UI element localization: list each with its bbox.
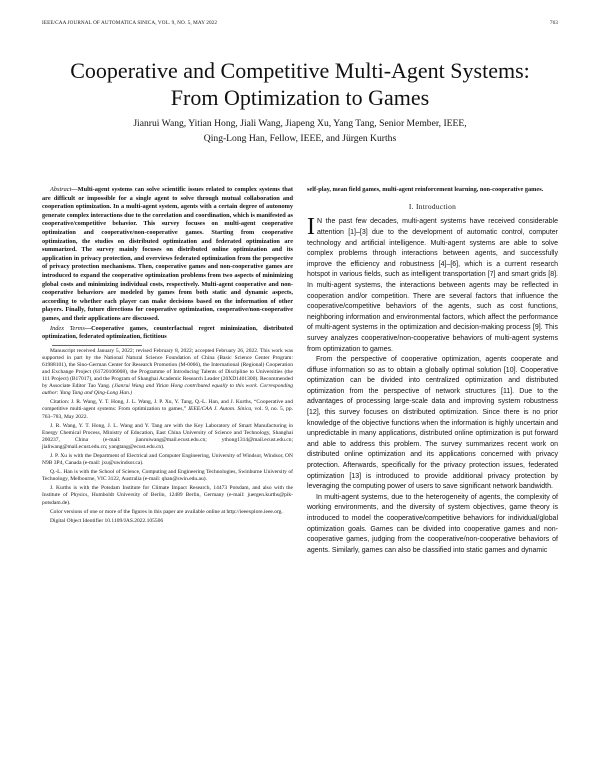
left-column bbox=[42, 186, 293, 527]
footnote-5: J. Kurths is with the Potsdam Institute for Climate Impact Research, 14473 Potsdam, and also with the Institute of Physics, Humboldt University of Berlin, 12489 Berlin, Germany (e-mail: juergen.kurths@pik-potsdam.de). bbox=[42, 485, 293, 506]
authors-line-1: Jianrui Wang, Yitian Hong, Jiali Wang, Jiapeng Xu, Yang Tang, Senior Member, IEEE, bbox=[133, 118, 467, 129]
running-header bbox=[42, 20, 558, 26]
author-list bbox=[0, 117, 600, 146]
drop-cap: I bbox=[307, 214, 315, 241]
intro-paragraph-3: In multi-agent systems, due to the heterogeneity of agents, the complexity of working environments, and the diversity of system objectives, game theory is introduced to model the cooperative/competitive behaviors for individual/global optimization goals. Games can be divided into cooperative games and non-cooperative games, judging from the cooperative/non-cooperative behaviors of agents. Similarly, games can also be classified into static games and dynamic bbox=[307, 493, 558, 554]
index-terms-label: Index Terms bbox=[50, 324, 85, 332]
abstract bbox=[42, 186, 293, 324]
footnote-6: Color versions of one or more of the figures in this paper are available online at http://ieeexplore.ieee.org. bbox=[50, 508, 283, 515]
footnotes bbox=[42, 348, 293, 525]
authors-line-2: Qing-Long Han, Fellow, IEEE, and Jürgen Kurths bbox=[203, 132, 397, 144]
section-heading: I. Introduction bbox=[408, 201, 457, 211]
abstract-label: Abstract bbox=[50, 186, 72, 193]
title-line-1: Cooperative and Competitive Multi-Agent Systems: bbox=[70, 58, 530, 83]
footnote-7: Digital Object Identifier 10.1109/JAS.2022.105506 bbox=[50, 517, 164, 524]
index-terms bbox=[42, 325, 293, 342]
paper-title bbox=[0, 57, 600, 111]
footnote-0: Manuscript received January 5, 2022; revised February 8, 2022; accepted February 26, 2022. This work was supported in part by the National Natural Science Foundation of China (Basic Science Center Program: 61988101), the Sino-German Center for Research Promotion (M-0066), the International (Regional) Cooperation and Exchange Project (61720106008), the Programme of Introducing Talents of Discipline to Universities (the 111 Project) (B17017), and the Program of Shanghai Academic Research Leader (20XD1401300). Recommended by Associate Editor Tao Yang. (Jianrui Wang and Yitian Hong contributed equally to this work. Corresponding author: Yang Tang and Qing-Long Han.) bbox=[42, 347, 293, 397]
footnote-4: Q.-L. Han is with the School of Science, Computing and Engineering Technologies, Swinburne University of Technology, Melbourne, VIC 3122, Australia (e-mail: qhan@swin.edu.au). bbox=[42, 469, 293, 483]
page-number: 763 bbox=[549, 20, 558, 26]
footnote-rule bbox=[52, 345, 142, 346]
journal-name: IEEE/CAA JOURNAL OF AUTOMATICA SINICA, VOL. 9, NO. 5, MAY 2022 bbox=[42, 20, 218, 26]
abstract-text: —Multi-agent systems can solve scientific issues related to complex systems that are difficult or impossible for a single agent to solve through mutual collaboration and cooperation optimization. In a multi-agent system, agents with a certain degree of autonomy generate complex interactions due to the correlation and coordination, which is manifested as cooperative/competitive behavior. This survey focuses on multi-agent cooperative optimization and cooperative/non-cooperative games. Starting from cooperative optimization, the studies on distributed optimization and federated optimization are summarized. The survey mainly focuses on distributed online optimization and its application in privacy protection, and overviews federated optimization from the perspective of privacy protection mechanisms. Then, cooperative games and non-cooperative games are introduced to expand the cooperative optimization problems from two aspects of minimizing global costs and minimizing individual costs, respectively. Multi-agent cooperative and non-cooperative behaviors are modeled by games from both static and dynamic aspects, according to whether each player can make decisions based on the information of other players. Finally, future directions for cooperative optimization, cooperative/non-cooperative games, and their applications are discussed. bbox=[42, 186, 293, 322]
index-terms-continuation: self-play, mean field games, multi-agent reinforcement learning, non-cooperative games. bbox=[307, 186, 544, 193]
title-line-2: From Optimization to Games bbox=[170, 85, 430, 110]
index-terms-text: —Cooperative games, counterfactual regret minimization, distributed optimization, federated optimization, fictitious bbox=[42, 324, 293, 341]
intro-paragraph-2: From the perspective of cooperative optimization, agents cooperate and diffuse information so as to obtain a globally optimal solution [10]. Cooperative optimization can be divided into centralized optimization and distributed optimization from the perspective of network structures [11]. Due to the advantages of processing large-scale data and improving system robustness [12], this survey focuses on distributed optimization. Since there is no prior knowledge of the objective functions when the information is highly uncertain and unpredictable in many applications, distributed online optimization is put forward and able to address this problem. The survey summarizes recent work on distributed online optimization and its applications concerned with privacy protection. Afterwards, specifically for the privacy protection issues, federated optimization [13] is introduced to provide additional privacy protection by leveraging the computing power of users to save significant network bandwidth. bbox=[307, 356, 558, 491]
right-column bbox=[307, 186, 558, 556]
footnote-1: Citation: J. R. Wang, Y. T. Hong, J. L. Wang, J. P. Xu, Y. Tang, Q.-L. Han, and J. Kurths, “Cooperative and competitive multi-agent systems: From optimization to games,” IEEE/CAA J. Autom. Sinica, vol. 9, no. 5, pp. 763–783, May 2022. bbox=[42, 399, 293, 420]
intro-paragraph-1: I N the past few decades, multi-agent systems have received considerable attention [1]–[3] due to the development of automatic control, computer technology and artificial intelligence. Multi-agent systems are able to solve complex problems through interactions between agents, and successfully improve the efficiency and robustness [4]–[6], which is a current research hotspot in various fields, such as intelligent transportation [7] and smart grids [8]. In multi-agent systems, the interactions between agents may be reflected in cooperation and/or competition. There are several factors that influence the cooperative/competitive behaviors of the agents, such as cost functions, neighboring information and environmental factors, which affect the performance of multi-agent systems in the optimization and decision-making process [9]. This survey analyzes cooperative/non-cooperative behaviors of multi-agent systems from optimization to games. bbox=[307, 214, 558, 353]
footnote-3: J. P. Xu is with the Department of Electrical and Computer Engineering, University of Windsor, Windsor, ON N9B 3P4, Canada (e-mail: jxu@uwindsor.ca). bbox=[42, 453, 293, 467]
footnote-2: J. R. Wang, Y. T. Hong, J. L. Wang and Y. Tang are with the Key Laboratory of Smart Manufacturing in Energy Chemical Process, Ministry of Education, East China University of Science and Technology, Shanghai 200237, China (e-mail: jianruiwang@mail.ecust.edu.cn; ythong1314@mail.ecust.edu.cn; jialiwang@mail.ecust.edu.cn; yangtang@ecust.edu.cn). bbox=[42, 422, 293, 450]
